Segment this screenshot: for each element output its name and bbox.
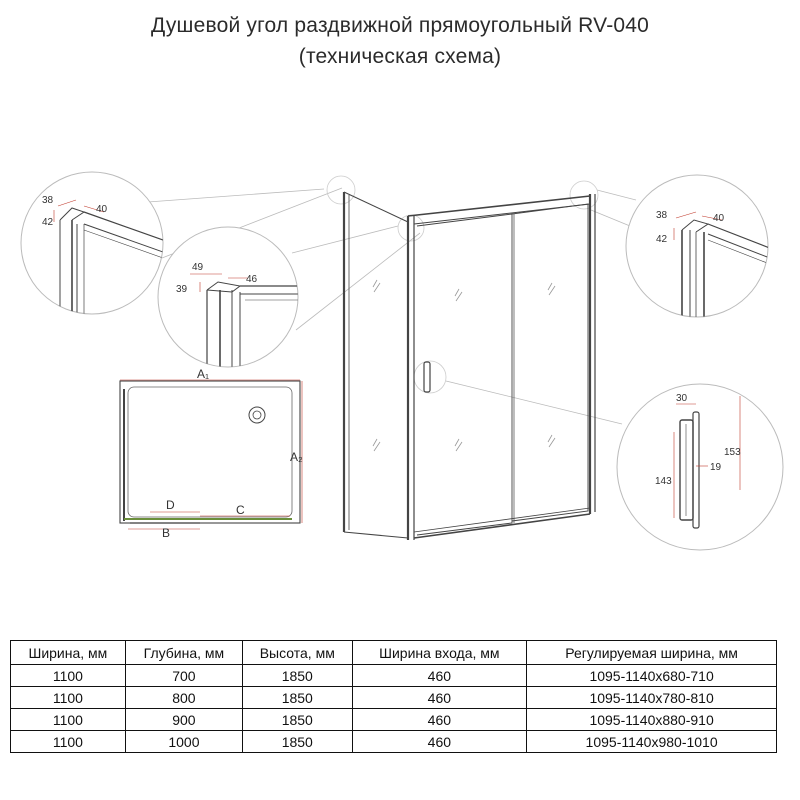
- table-cell: 1095-1140х880-910: [527, 709, 777, 731]
- table-cell: 460: [352, 709, 527, 731]
- table-cell: 1095-1140х980-1010: [527, 731, 777, 753]
- header-width: Ширина, мм: [11, 641, 126, 665]
- table-row: [11, 687, 777, 709]
- header-height: Высота, мм: [243, 641, 352, 665]
- plan-label-a2: A₂: [290, 450, 303, 464]
- table-cell: 1095-1140х680-710: [527, 665, 777, 687]
- table-row: [11, 665, 777, 687]
- detail-handle: [617, 384, 783, 550]
- dim-38: 38: [42, 195, 54, 206]
- shower-enclosure: [344, 192, 595, 540]
- table-cell: 1100: [11, 709, 126, 731]
- dim-19: 19: [710, 462, 722, 473]
- plan-view: [120, 367, 303, 540]
- dim-30: 30: [676, 393, 688, 404]
- dim-39: 39: [176, 284, 188, 295]
- plan-label-d: D: [166, 498, 175, 512]
- plan-label-b: B: [162, 526, 171, 540]
- table-cell: 700: [125, 665, 242, 687]
- plan-label-a1: A₁: [197, 367, 210, 381]
- table-cell: 900: [125, 709, 242, 731]
- dim-40-right: 40: [713, 213, 725, 224]
- table-cell: 1850: [243, 687, 352, 709]
- table-header-row: [11, 641, 777, 665]
- page-title: Душевой угол раздвижной прямоугольный RV-040: [150, 14, 650, 37]
- dim-143: 143: [655, 476, 672, 487]
- table-cell: 1100: [11, 687, 126, 709]
- glass-reflections: [373, 280, 555, 451]
- table-cell: 1095-1140х780-810: [527, 687, 777, 709]
- spec-table: [10, 640, 777, 753]
- dim-38-right: 38: [656, 210, 668, 221]
- table-cell: 460: [352, 731, 527, 753]
- table-row: [11, 731, 777, 753]
- plan-label-c: C: [236, 503, 245, 517]
- header-entry-width: Ширина входа, мм: [352, 641, 527, 665]
- table-cell: 800: [125, 687, 242, 709]
- detail-top-right: [626, 175, 780, 330]
- table-cell: 1000: [125, 731, 242, 753]
- detail-top-left: [21, 172, 180, 330]
- dim-42-right: 42: [656, 234, 668, 245]
- dim-49: 49: [192, 262, 204, 273]
- table-cell: 1850: [243, 665, 352, 687]
- dim-42: 42: [42, 217, 54, 228]
- zoom-marker-top-left: [327, 176, 355, 204]
- dim-153: 153: [724, 447, 741, 458]
- table-cell: 1850: [243, 731, 352, 753]
- dim-40: 40: [96, 204, 108, 215]
- table-cell: 1850: [243, 709, 352, 731]
- header-depth: Глубина, мм: [125, 641, 242, 665]
- table-cell: 460: [352, 687, 527, 709]
- table-row: [11, 709, 777, 731]
- table-cell: 460: [352, 665, 527, 687]
- table-cell: 1100: [11, 665, 126, 687]
- table-cell: 1100: [11, 731, 126, 753]
- header-adjustable-width: Регулируемая ширина, мм: [527, 641, 777, 665]
- page-subtitle: (техническая схема): [298, 45, 502, 68]
- detail-middle-left: [158, 227, 310, 380]
- door-handle: [424, 362, 430, 392]
- dim-46: 46: [246, 274, 258, 285]
